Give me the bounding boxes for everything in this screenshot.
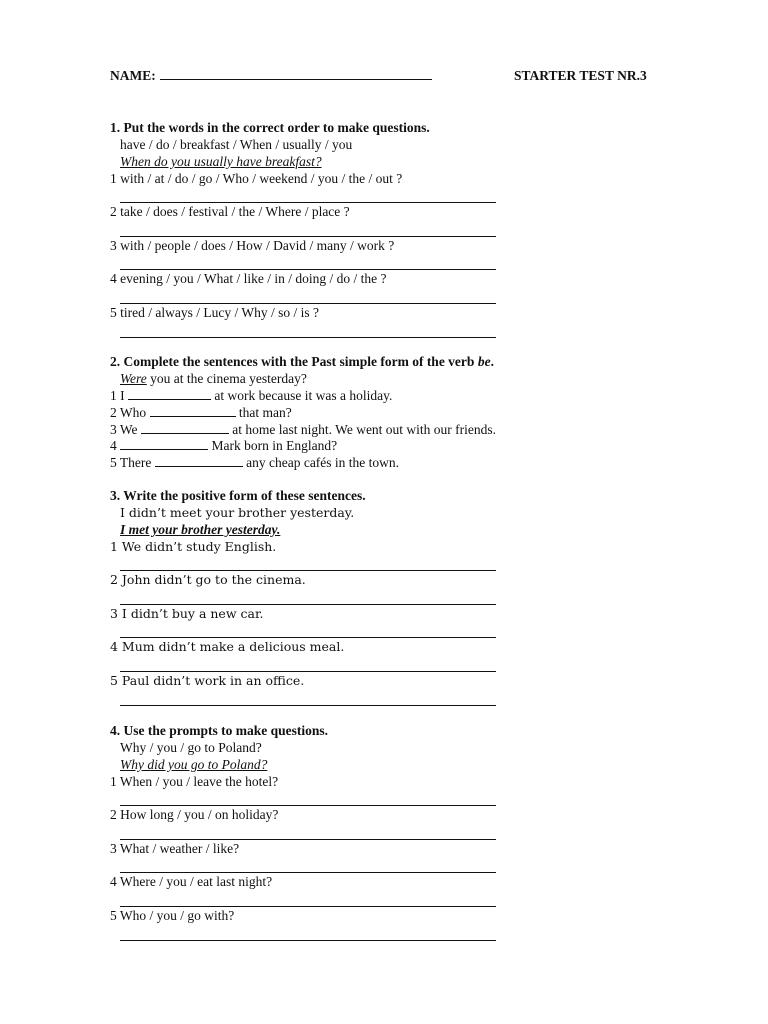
item-prefix: 3 We — [110, 421, 141, 437]
item-prefix: 5 There — [110, 455, 155, 471]
section-4-answer-line-5[interactable] — [110, 925, 328, 942]
section-4-item-3: 3 What / weather / like? — [110, 840, 240, 856]
section-4-answer-line-1[interactable] — [110, 791, 328, 808]
section-1-item-3: 3 with / people / does / How / David / many / work ? — [110, 237, 395, 253]
section-2-item-4 — [110, 438, 496, 455]
section-4-answer-line-2[interactable] — [110, 824, 328, 841]
test-title: STARTER TEST NR.3 — [514, 68, 647, 83]
section-1-item-2: 2 take / does / festival / the / Where / place ? — [110, 204, 350, 220]
section-4-item-1: 1 When / you / leave the hotel? — [110, 773, 279, 789]
section-1-answer-line-4[interactable] — [110, 288, 430, 305]
section-3-example: I met your brother yesterday. — [120, 521, 281, 537]
section-3-item-1: 1 We didn’t study English. — [110, 538, 277, 554]
section-4-answer-line-4[interactable] — [110, 891, 328, 908]
name-label: NAME: — [110, 68, 156, 83]
section-1-answer-line-2[interactable] — [110, 221, 430, 238]
section-3-answer-line-1[interactable] — [110, 556, 366, 573]
section-1-item-4: 4 evening / you / What / like / in / doing / do / the ? — [110, 271, 387, 287]
section-4-example: Why did you go to Poland? — [120, 756, 268, 772]
section-3 — [110, 488, 366, 707]
section-4-answer-line-3[interactable] — [110, 858, 328, 875]
section-3-heading: 3. Write the positive form of these sentences. — [110, 488, 366, 503]
item-suffix: any cheap cafés in the town. — [242, 455, 400, 471]
section-1 — [110, 120, 430, 339]
section-2-heading — [110, 354, 496, 371]
section-2-heading-end: . — [490, 354, 494, 369]
blank[interactable] — [141, 422, 229, 434]
section-4 — [110, 723, 328, 942]
section-1-prompt: have / do / breakfast / When / usually / you — [120, 136, 353, 152]
section-3-item-4: 4 Mum didn’t make a delicious meal. — [110, 639, 345, 655]
section-1-answer-line-3[interactable] — [110, 255, 430, 272]
item-prefix: 1 I — [110, 387, 128, 403]
item-suffix: at work because it was a holiday. — [211, 387, 393, 403]
section-3-item-5: 5 Paul didn’t work in an office. — [110, 672, 305, 688]
blank[interactable] — [155, 455, 243, 467]
section-3-item-3: 3 I didn’t buy a new car. — [110, 605, 264, 621]
section-4-prompt: Why / you / go to Poland? — [120, 739, 262, 755]
name-line[interactable] — [160, 68, 432, 80]
section-2-heading-verb: be — [477, 354, 491, 369]
item-suffix: Mark born in England? — [208, 438, 338, 454]
section-3-item-2: 2 John didn’t go to the cinema. — [110, 572, 306, 588]
section-2-example-rest: you at the cinema yesterday? — [146, 370, 307, 386]
blank[interactable] — [120, 438, 208, 450]
section-3-prompt: I didn’t meet your brother yesterday. — [120, 504, 355, 520]
section-4-item-2: 2 How long / you / on holiday? — [110, 807, 279, 823]
section-1-example: When do you usually have breakfast? — [120, 153, 322, 169]
section-1-answer-line-5[interactable] — [110, 322, 430, 339]
section-2 — [110, 354, 496, 472]
section-1-item-5: 5 tired / always / Lucy / Why / so / is ? — [110, 304, 319, 320]
blank[interactable] — [150, 405, 236, 417]
item-suffix: at home last night. We went out with our friends. — [228, 421, 497, 437]
section-1-heading: 1. Put the words in the correct order to make questions. — [110, 120, 430, 135]
blank[interactable] — [128, 388, 211, 400]
section-2-heading-text: 2. Complete the sentences with the Past simple form of the verb — [110, 354, 478, 369]
item-prefix: 4 — [110, 438, 121, 454]
item-suffix: that man? — [235, 404, 292, 420]
section-3-answer-line-5[interactable] — [110, 690, 366, 707]
name-field — [110, 68, 432, 84]
section-3-answer-line-4[interactable] — [110, 656, 366, 673]
section-2-example-answer: Were — [120, 370, 147, 386]
section-3-answer-line-3[interactable] — [110, 623, 366, 640]
section-1-item-1: 1 with / at / do / go / Who / weekend / you / the / out ? — [110, 170, 403, 186]
section-2-item-3 — [110, 422, 496, 439]
section-4-heading: 4. Use the prompts to make questions. — [110, 723, 329, 738]
section-2-example — [110, 371, 496, 388]
item-prefix: 2 Who — [110, 404, 150, 420]
section-2-item-5 — [110, 455, 496, 472]
section-1-answer-line-1[interactable] — [110, 188, 430, 205]
section-3-answer-line-2[interactable] — [110, 589, 366, 606]
section-4-item-4: 4 Where / you / eat last night? — [110, 874, 273, 890]
section-2-item-1 — [110, 388, 496, 405]
section-4-item-5: 5 Who / you / go with? — [110, 907, 235, 923]
section-2-item-2 — [110, 405, 496, 422]
